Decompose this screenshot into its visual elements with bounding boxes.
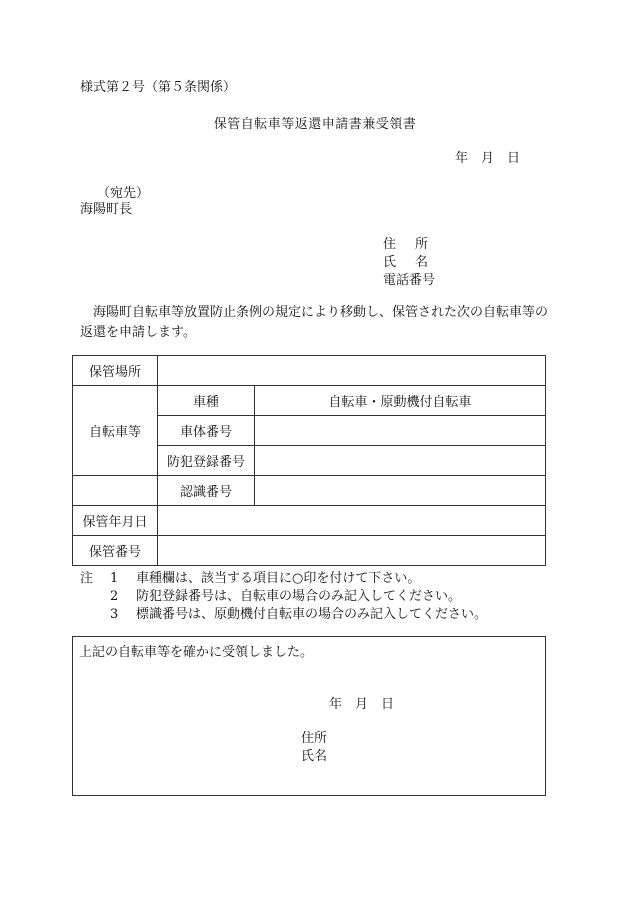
addressee-name: 海陽町長 — [80, 202, 133, 217]
applicant-phone-label: 電話番号 — [383, 273, 436, 288]
note-text: 車種欄は、該当する項目に○印を付けて下さい。 — [136, 571, 421, 586]
storage-date-field[interactable] — [158, 506, 546, 536]
receipt-name-label: 氏名 — [301, 749, 328, 764]
applicant-name-label: 氏名 — [383, 255, 448, 270]
addressee-label: （宛先） — [97, 186, 150, 201]
note-head: 注 — [80, 571, 94, 586]
note-item — [80, 570, 487, 588]
receipt-box — [72, 636, 546, 796]
receipt-date-line: 年 月 日 — [329, 697, 395, 712]
id-number-label: 認識番号 — [158, 476, 255, 506]
receipt-statement: 上記の自転車等を確かに受領しました。 — [79, 645, 314, 660]
storage-place-field[interactable] — [158, 356, 546, 386]
note-number: 1 — [110, 571, 119, 586]
vehicle-type-options[interactable]: 自転車・原動機付自転車 — [255, 386, 546, 416]
table-row — [73, 536, 546, 566]
table-row — [73, 386, 546, 416]
vehicle-type-label: 車種 — [158, 386, 255, 416]
id-number-field[interactable] — [255, 476, 546, 506]
crime-registration-field[interactable] — [255, 446, 546, 476]
storage-number-field[interactable] — [158, 536, 546, 566]
frame-number-label: 車体番号 — [158, 416, 255, 446]
table-row — [73, 476, 546, 506]
notes — [80, 570, 487, 624]
bicycle-label: 自転車等 — [73, 386, 158, 476]
document-title: 保管自転車等返還申請書兼受領書 — [213, 117, 417, 132]
note-item — [80, 606, 487, 624]
bicycle-info-table — [72, 355, 546, 566]
receipt-address-label: 住所 — [301, 731, 328, 746]
application-date-line: 年 月 日 — [455, 151, 521, 166]
crime-registration-label: 防犯登録番号 — [158, 446, 255, 476]
note-text: 防犯登録番号は、自転車の場合のみ記入してください。 — [136, 589, 462, 604]
form-number: 様式第２号（第５条関係） — [80, 80, 237, 95]
table-row — [73, 506, 546, 536]
note-text: 標識番号は、原動機付自転車の場合のみ記入してください。 — [136, 607, 488, 622]
applicant-address-label: 住所 — [383, 237, 448, 252]
table-row — [73, 356, 546, 386]
note-number: 2 — [110, 589, 119, 604]
note-item — [80, 588, 487, 606]
frame-number-field[interactable] — [255, 416, 546, 446]
storage-number-label: 保管番号 — [73, 536, 158, 566]
storage-date-label: 保管年月日 — [73, 506, 158, 536]
note-number: 3 — [110, 607, 119, 622]
application-statement: 海陽町自転車等放置防止条例の規定により移動し、保管された次の自転車等の返還を申請します。 — [80, 305, 549, 340]
blank-label-cell — [73, 476, 158, 506]
storage-place-label: 保管場所 — [73, 356, 158, 386]
